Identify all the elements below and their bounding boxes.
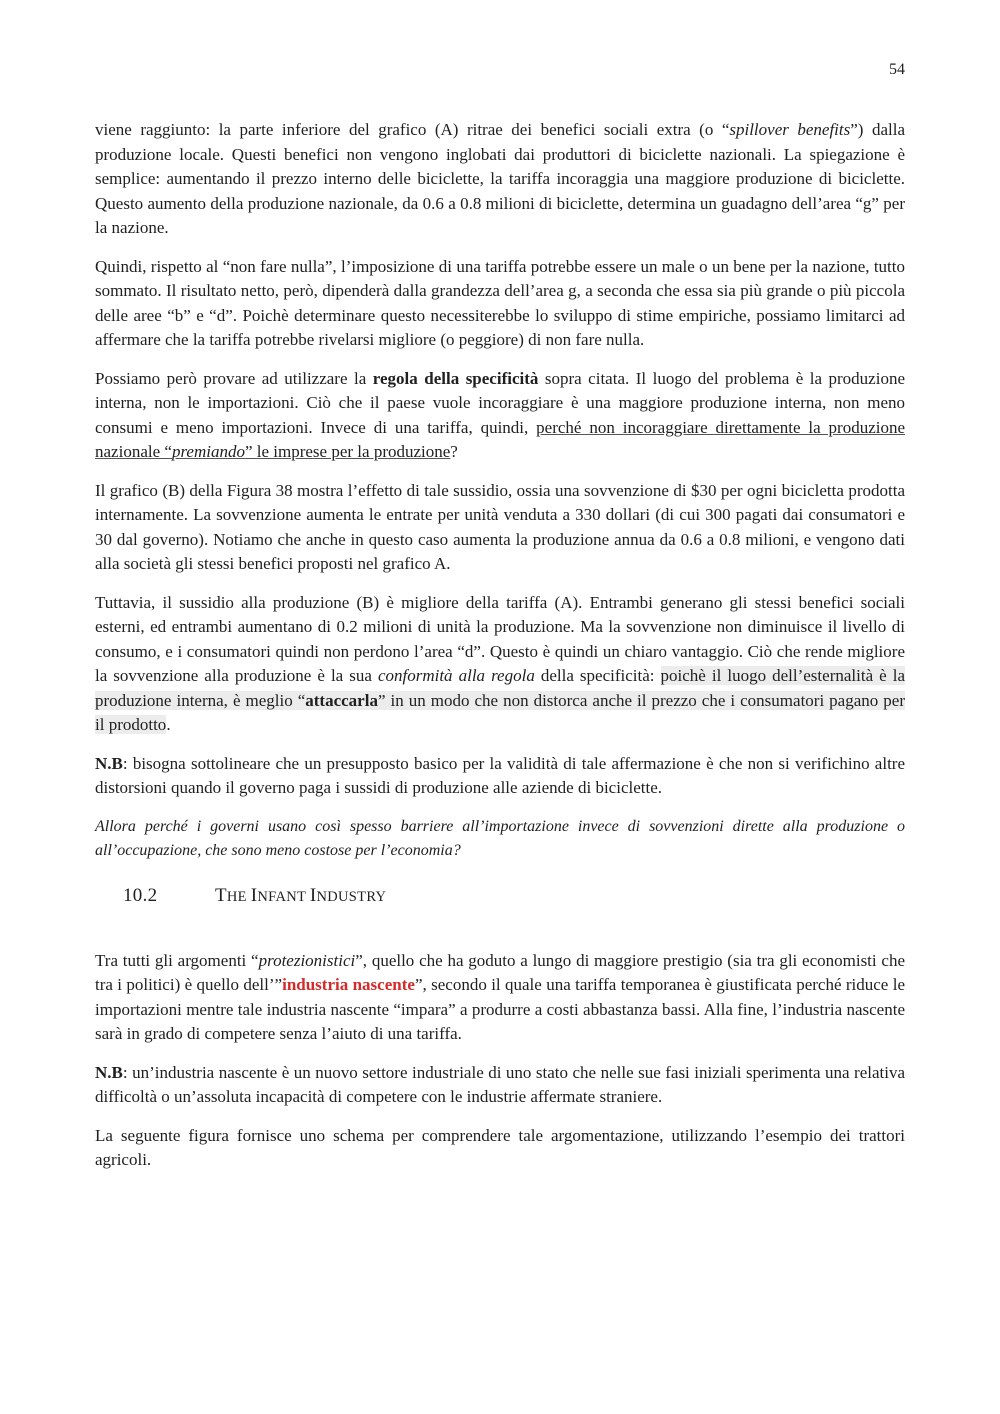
underlined-question: perché non incoraggiare direttamente la produzione nazionale “premiando” le imprese per la produzione [95,417,906,461]
section-number: 10.2 [123,884,158,906]
italic-term: spillover benefits [729,120,851,139]
section-title: THE INFANT INDUSTRY [215,884,387,906]
note-paragraph-distortions [95,752,905,801]
text-run: : un’industria nascente è un nuovo settore industriale di uno stato che nelle sue fasi iniziali sperimenta una relativa difficoltà o un’assoluta incapacità di competere con le industrie affermate straniere. [95,1062,905,1106]
note-label: N.B [95,1062,123,1082]
paragraph-tariff-net-result: Quindi, rispetto al “non fare nulla”, l’imposizione di una tariffa potrebbe essere un male o un bene per la nazione, tutto sommato. Il risultato netto, però, dipenderà dalla grandezza dell’area g, a seconda che essa sia più grande o più piccola delle aree “b” e “d”. Poichè determinare questo necessiterebbe lo sviluppo di stime empiriche, possiamo limitarci ad affermare che la tariffa potrebbe rivelarsi migliore (o peggiore) di non fare nulla. [95,256,905,349]
italic-term: conformità alla regola [377,666,535,685]
section-heading [123,885,905,907]
highlighted-sentence: poichè il luogo dell’esternalità è la produzione interna, è meglio “attaccarla” in un modo che non distorca anche il prezzo che i consumatori pagano per il prodotto [95,666,905,734]
page-number: 54 [889,61,905,78]
document-body [95,118,905,1187]
text-run: Possiamo però provare ad utilizzare la [95,368,373,388]
paragraph-subsidy-effect: Il grafico (B) della Figura 38 mostra l’effetto di tale sussidio, ossia una sovvenzione di $30 per ogni bicicletta prodotta internamente. La sovvenzione aumenta le entrate per unità venduta a 330 dollari (di cui 300 pagati dai consumatori e 30 dal governo). Notiamo che anche in questo caso aumenta la produzione annua da 0.6 a 0.8 milioni, e vengono dati alla società gli stessi benefici proposti nel grafico A. [95,480,905,573]
text-run: ”, quello che ha goduto a lungo di maggiore prestigio (sia tra gli economisti che tra i politici) è quello dell’” [95,950,905,994]
text-run: Tra tutti gli argomenti “ [95,950,259,970]
bold-term: regola della specificità [372,368,539,388]
paragraph-spillover-benefits [95,118,905,241]
text-run: ”, secondo il quale una tariffa temporanea è giustificata perché riduce le importazioni mentre tale industria nascente “impara” a produrre a costi abbastanza bassi. Alla fine, l’industria nascente sarà in grado di competere senza l’aiuto di una tariffa. [95,975,905,1043]
paragraph-specificity-rule [95,367,905,465]
text-run: : bisogna sottolineare che un presupposto basico per la validità di tale affermazione è che non si verifichino altre distorsioni quando il governo paga i sussidi di produzione alle aziende di biciclette. [95,753,905,797]
highlighted-term: industria nascente [282,975,415,994]
paragraph-figure-intro: La seguente figura fornisce uno schema per comprendere tale argomentazione, utilizzando l’esempio dei trattori agricoli. [95,1125,905,1169]
note-label: N.B [95,753,123,773]
text-run: viene raggiunto: la parte inferiore del grafico (A) ritrae dei benefici sociali extra (o “ [95,120,730,139]
italic-term: premiando [171,442,245,461]
paragraph-infant-industry-argument [95,949,905,1047]
text-run: sopra citata. Il luogo del problema è la produzione interna, non le importazioni. Ciò che il paese vuole incoraggiare è una maggiore produzione interna, non meno consumi e meno importazioni. Invece di una tariffa, quindi, [95,368,905,437]
text-run: Tuttavia, il sussidio alla produzione (B) è migliore della tariffa (A). Entrambi generano gli stessi benefici sociali esterni, ed entrambi aumentano di 0.2 milioni di unità la produzione. Ma la sovvenzione non diminuisce il livello di consumo, e i consumatori quindi non perdono l’area “d”. Questo è quindi un chiaro vantaggio. Ciò che rende migliore la sovvenzione alla produzione è la sua [95,592,905,685]
text-run: della specificità: [534,666,661,685]
text-run: ”) dalla produzione locale. Questi benefici non vengono inglobati dai produttori di biciclette nazionali. La spiegazione è semplice: aumentando il prezzo interno delle biciclette, la tariffa incoraggia una maggiore produzione di biciclette. Questo aumento della produzione nazionale, da 0.6 a 0.8 milioni di biciclette, determina un guadagno dell’area “g” per la nazione. [95,120,905,237]
bold-term: attaccarla [305,690,378,710]
note-paragraph-infant-industry [95,1061,905,1110]
italic-question-paragraph: Allora perché i governi usano così spesso barriere all’importazione invece di sovvenzioni dirette alla produzione o all’occupazione, che sono meno costose per l’economia? [95,817,905,859]
italic-term: protezionistici [258,950,356,970]
text-run: . [166,715,171,734]
text-run: ? [450,442,458,461]
paragraph-subsidy-better [95,591,905,738]
